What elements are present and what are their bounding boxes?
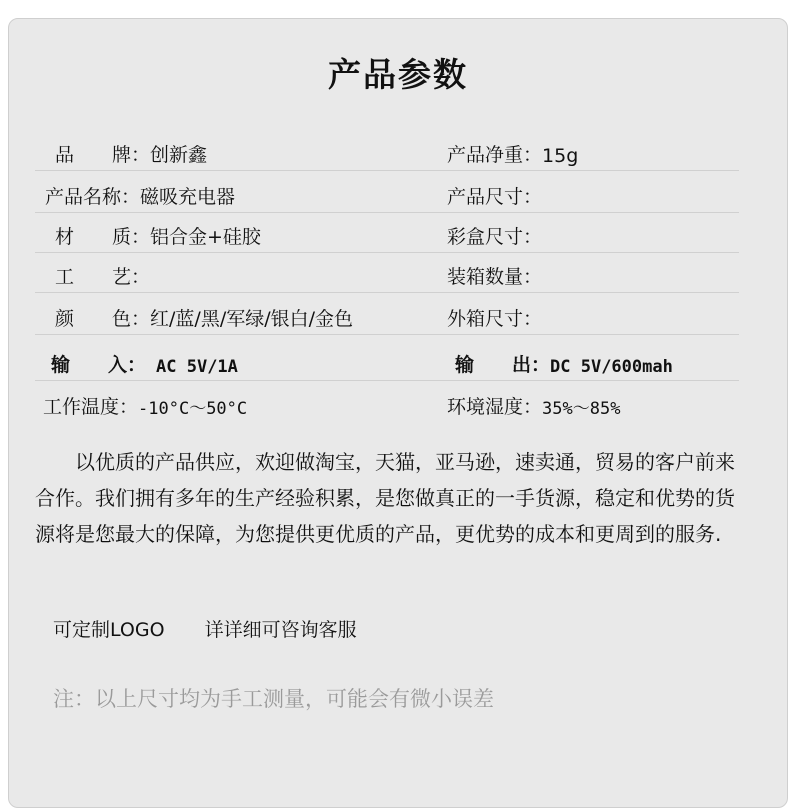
spec-value: 铝合金+硅胶 bbox=[150, 226, 261, 248]
spec-label: 产品净重： bbox=[447, 144, 543, 166]
spec-value: DC 5V/600mah bbox=[550, 357, 673, 377]
product-params-card bbox=[8, 18, 788, 808]
spec-label: 产品尺寸： bbox=[447, 186, 543, 208]
consult-service-text: 详详细可咨询客服 bbox=[204, 619, 357, 641]
spec-label: 工作温度： bbox=[43, 396, 139, 418]
spec-value: 15g bbox=[542, 145, 579, 167]
spec-row-color bbox=[35, 293, 739, 335]
spec-label: 环境湿度： bbox=[447, 396, 543, 418]
spec-label: 输 出： bbox=[455, 354, 551, 376]
spec-row-env bbox=[35, 381, 739, 422]
spec-label: 彩盒尺寸： bbox=[447, 226, 543, 248]
spec-value: 磁吸充电器 bbox=[140, 186, 236, 208]
page-title: 产品参数 bbox=[328, 55, 468, 94]
spec-row-brand bbox=[35, 127, 739, 171]
spec-value: 35%～85% bbox=[542, 399, 621, 419]
spec-label: 颜 色： bbox=[55, 308, 151, 330]
spec-label: 工 艺： bbox=[55, 266, 151, 288]
spec-value: 创新鑫 bbox=[150, 144, 208, 166]
spec-label: 外箱尺寸： bbox=[447, 308, 543, 330]
spec-label: 产品名称： bbox=[45, 186, 141, 208]
company-description: 以优质的产品供应，欢迎做淘宝，天猫，亚马逊，速卖通，贸易的客户前来合作。我们拥有多年的生产经验积累，是您做真正的一手货源，稳定和优势的货源将是您最大的保障，为您提供更优质的产品，更优势的成本和更周到的服务. bbox=[35, 450, 735, 546]
spec-row-material bbox=[35, 213, 739, 253]
spec-row-io bbox=[35, 335, 739, 381]
custom-logo-text: 可定制LOGO bbox=[53, 619, 165, 641]
spec-label: 装箱数量： bbox=[447, 266, 543, 288]
spec-value: AC 5V/1A bbox=[156, 357, 238, 377]
spec-value: -10°C～50°C bbox=[138, 399, 248, 419]
spec-label: 材 质： bbox=[55, 226, 151, 248]
measurement-note: 注：以上尺寸均为手工测量，可能会有微小误差 bbox=[53, 687, 494, 711]
spec-label: 输 入： bbox=[51, 354, 147, 376]
spec-row-craft bbox=[35, 253, 739, 293]
spec-label: 品 牌： bbox=[55, 144, 151, 166]
spec-value: 红/蓝/黑/军绿/银白/金色 bbox=[150, 308, 354, 330]
spec-row-name bbox=[35, 171, 739, 213]
spec-table bbox=[35, 127, 739, 422]
custom-info bbox=[53, 615, 357, 642]
